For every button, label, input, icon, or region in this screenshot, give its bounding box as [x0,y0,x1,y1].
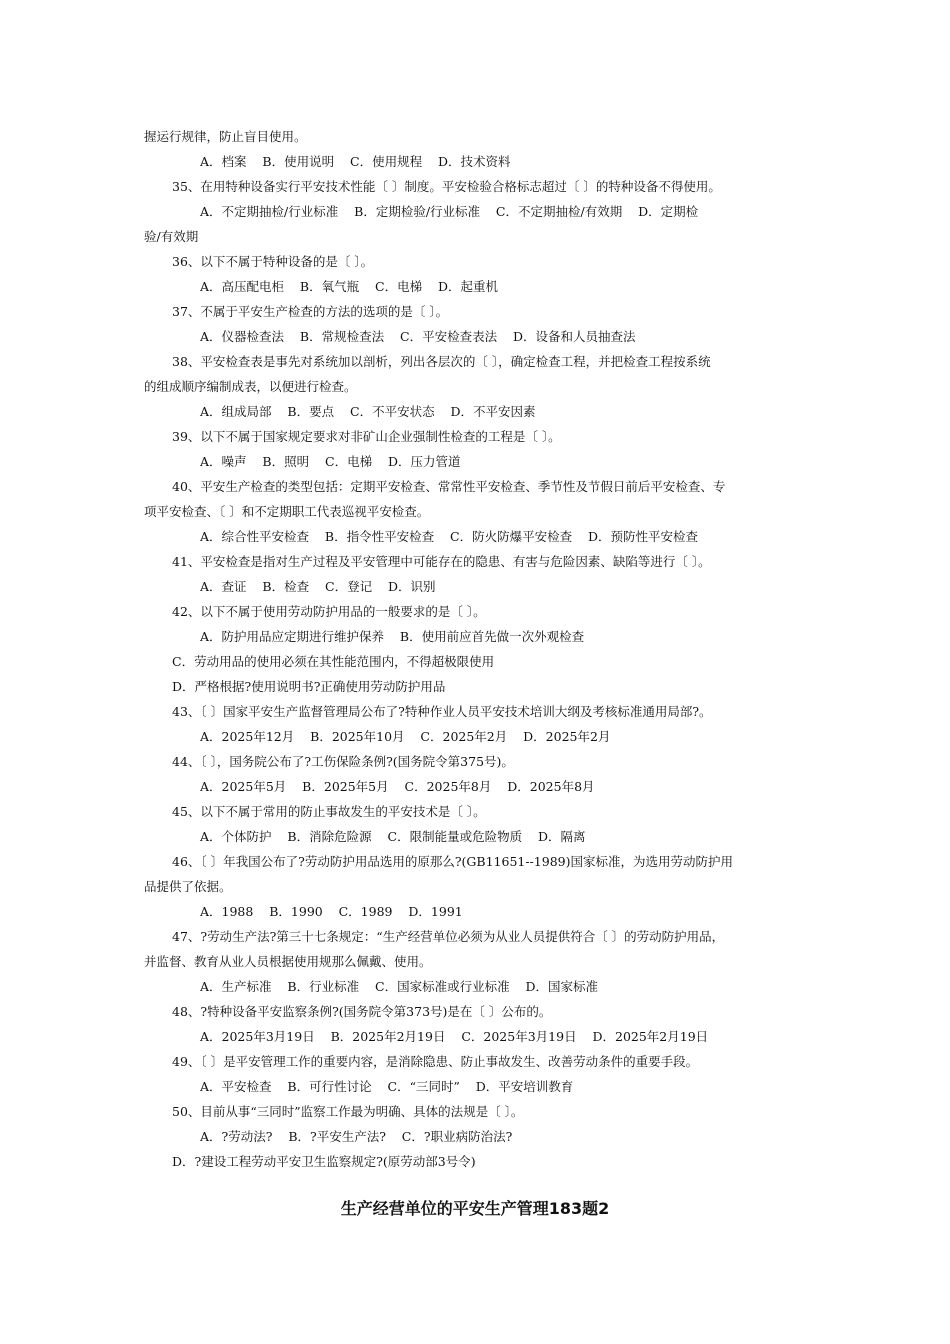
options-line: A．平安检查 B．可行性讨论 C．“三同时” D．平安培训教育 [200,1079,574,1094]
question-40: 40、平安生产检查的类型包括：定期平安检查、常常性平安检查、季节性及节假日前后平安检查、专 [172,479,726,494]
options-line: A．噪声 B．照明 C．电梯 D．压力管道 [200,454,461,469]
question-50: 50、目前从事“三同时”监察工作最为明确、具体的法规是〔 〕。 [172,1104,524,1119]
options-line: A．生产标准 B．行业标准 C．国家标准或行业标准 D．国家标准 [200,979,598,994]
text-line: 并监督、教育从业人员根据使用规那么佩戴、使用。 [144,954,432,969]
text-line: 品提供了依据。 [144,879,232,894]
question-46: 46、〔 〕年我国公布了?劳动防护用品选用的原那么?(GB11651--1989)国家标准，为选用劳动防护用 [172,854,733,869]
question-48: 48、?特种设备平安监察条例?(国务院令第373号)是在〔 〕公布的。 [172,1004,552,1019]
options-line: D．严格根据?使用说明书?正确使用劳动防护用品 [172,679,446,694]
text-line: 项平安检查、〔 〕和不定期职工代表巡视平安检查。 [144,504,430,519]
text-line: 握运行规律，防止盲目使用。 [144,129,307,144]
question-39: 39、以下不属于国家规定要求对非矿山企业强制性检查的工程是〔 〕。 [172,429,561,444]
options-line: C．劳动用品的使用必须在其性能范围内，不得超极限使用 [172,654,495,669]
options-line: A．档案 B．使用说明 C．使用规程 D．技术资料 [200,154,511,169]
question-44: 44、〔 〕，国务院公布了?工伤保险条例?(国务院令第375号)。 [172,754,514,769]
options-line: A．1988 B．1990 C．1989 D．1991 [200,904,463,919]
options-line: A．2025年5月 B．2025年5月 C．2025年8月 D．2025年8月 [200,779,595,794]
options-line: A．2025年12月 B．2025年10月 C．2025年2月 D．2025年2月 [200,729,611,744]
options-line: A．仪器检查法 B．常规检查法 C．平安检查表法 D．设备和人员抽查法 [200,329,636,344]
question-37: 37、不属于平安生产检查的方法的选项的是〔 〕。 [172,304,449,319]
question-47: 47、?劳动生产法?第三十七条规定：“生产经营单位必须为从业人员提供符合〔 〕的劳动防护用品， [172,929,725,944]
options-line: A．个体防护 B．消除危险源 C．限制能量或危险物质 D．隔离 [200,829,586,844]
options-line: A．?劳动法? B．?平安生产法? C．?职业病防治法? [200,1129,513,1144]
question-43: 43、〔 〕国家平安生产监督管理局公布了?特种作业人员平安技术培训大纲及考核标准通用局部?。 [172,704,712,719]
options-line: A．综合性平安检查 B．指令性平安检查 C．防火防爆平安检查 D．预防性平安检查 [200,529,698,544]
options-line: A．高压配电柜 B．氧气瓶 C．电梯 D．起重机 [200,279,498,294]
question-36: 36、以下不属于特种设备的是〔 〕。 [172,254,374,269]
text-line: 验/有效期 [144,229,199,244]
options-line: A．2025年3月19日 B．2025年2月19日 C．2025年3月19日 D．2025年2月19日 [200,1029,709,1044]
text-line: 的组成顺序编制成表，以便进行检查。 [144,379,357,394]
question-38: 38、平安检查表是事先对系统加以剖析，列出各层次的〔 〕，确定检查工程，并把检查工程按系统 [172,354,711,369]
question-45: 45、以下不属于常用的防止事故发生的平安技术是〔 〕。 [172,804,486,819]
section-title: 生产经营单位的平安生产管理183题2 [340,1199,610,1218]
question-49: 49、〔 〕是平安管理工作的重要内容，是消除隐患、防止事故发生、改善劳动条件的重要手段。 [172,1054,699,1069]
options-line: D．?建设工程劳动平安卫生监察规定?(原劳动部3号令) [172,1154,476,1169]
options-line: A．组成局部 B．要点 C．不平安状态 D．不平安因素 [200,404,536,419]
options-line: A．不定期抽检/行业标准 B．定期检验/行业标准 C．不定期抽检/有效期 D．定期检 [200,204,699,219]
options-line: A．防护用品应定期进行维护保养 B．使用前应首先做一次外观检查 [200,629,585,644]
question-42: 42、以下不属于使用劳动防护用品的一般要求的是〔 〕。 [172,604,486,619]
options-line: A．查证 B．检查 C．登记 D．识别 [200,579,436,594]
question-35: 35、在用特种设备实行平安技术性能〔 〕制度。平安检验合格标志超过〔 〕的特种设备不得使用。 [172,179,721,194]
question-41: 41、平安检查是指对生产过程及平安管理中可能存在的隐患、有害与危险因素、缺陷等进行〔 〕。 [172,554,711,569]
